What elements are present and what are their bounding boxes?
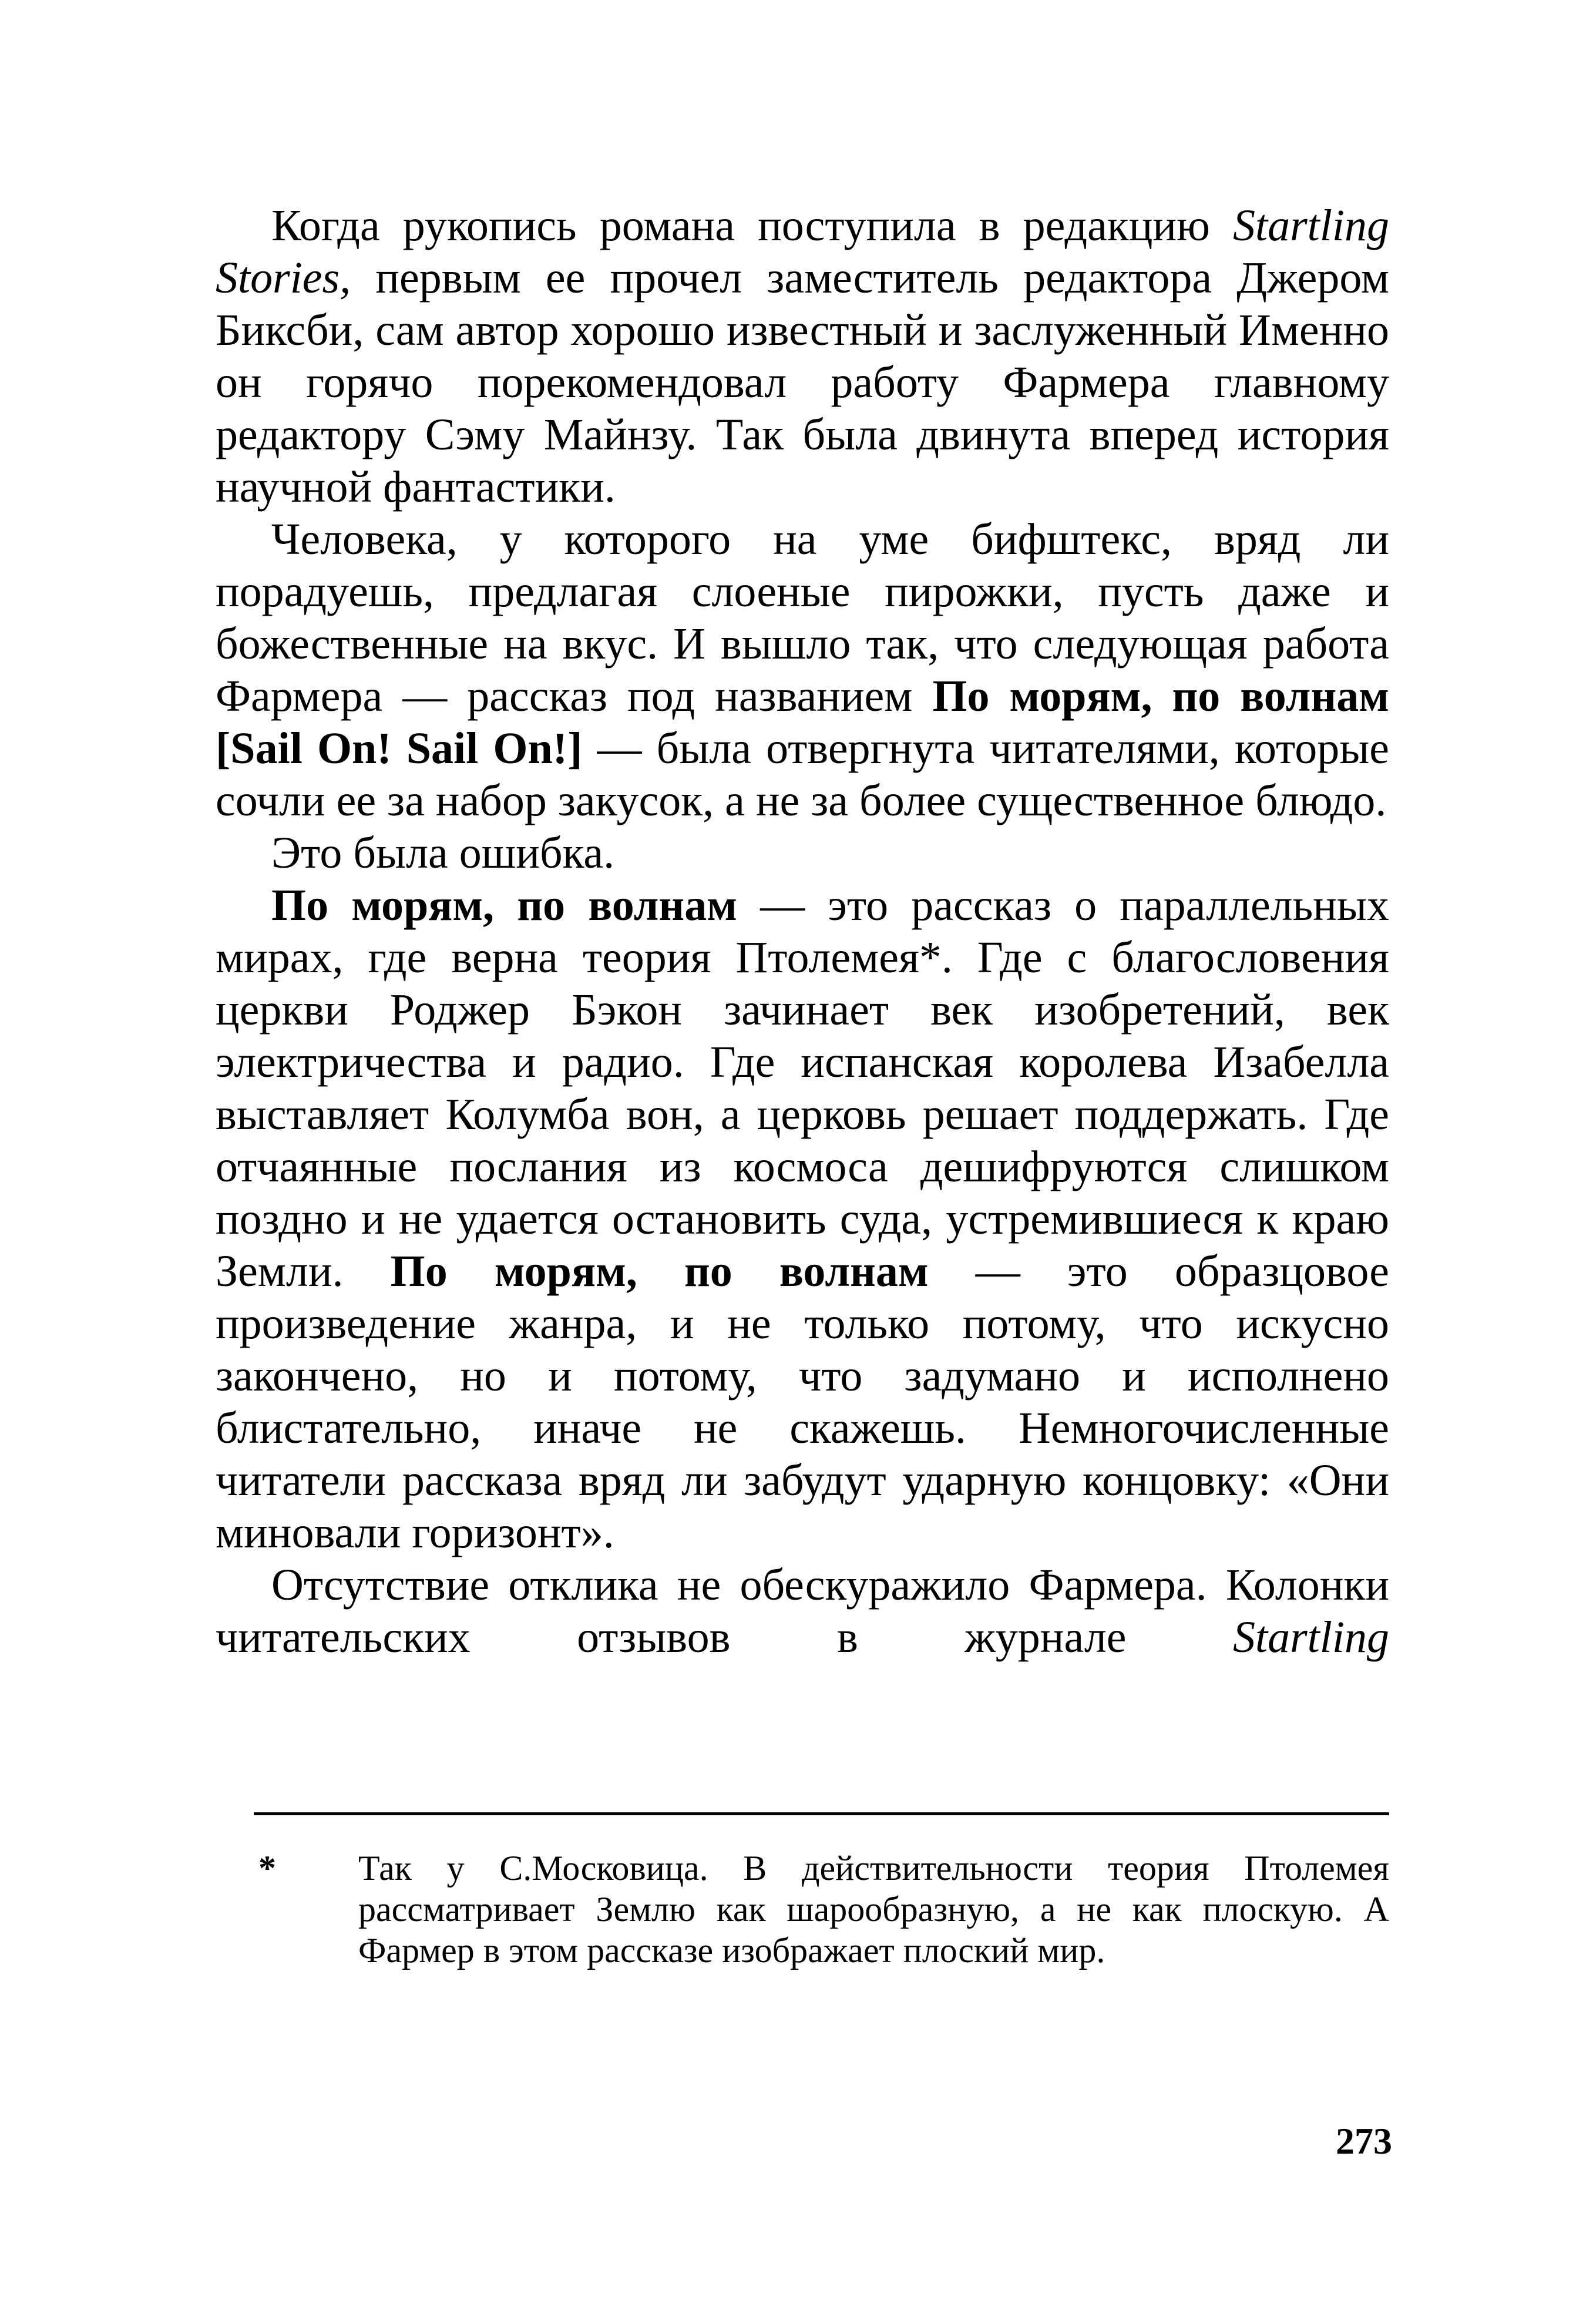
story-title-bold: По морям, по волнам (271, 881, 737, 930)
main-text (216, 200, 1389, 1664)
paragraph-5 (216, 1559, 1389, 1664)
paragraph-3 (216, 827, 1389, 879)
paragraph-1 (216, 200, 1389, 513)
footnote (258, 1848, 1389, 1971)
paragraph-2 (216, 513, 1389, 827)
paragraph-2-text-2: — была отвергнута читателями, которые сочли ее за набор закусок, а не за более существенное блюдо. (216, 724, 1389, 825)
footnote-divider (254, 1812, 1389, 1815)
paragraph-2-text-1: Человека, у которого на уме бифштекс, вряд ли порадуешь, предлагая слоеные пирожки, пусть даже и божественные на вкус. И вышло так, что следующая работа Фармера — рассказ под названием (216, 515, 1389, 721)
footnote-asterisk: * (258, 1849, 276, 1888)
story-title-bold: По морям, по волнам [Sail On! Sail On!] (216, 671, 1389, 773)
paragraph-1-text-1: Когда рукопись романа поступила в редакцию (271, 201, 1233, 250)
page-number: 273 (1336, 2120, 1392, 2162)
paragraph-3-text-1: Это была ошибка. (271, 828, 615, 878)
magazine-title-italic: Startling (1232, 1613, 1389, 1662)
footnote-text: Так у С.Московица. В действительности теория Птолемея рассматривает Землю как шарообразную, а не как плоскую. А Фармер в этом рассказе изображает плоский мир. (358, 1849, 1389, 1970)
paragraph-4 (216, 879, 1389, 1559)
magazine-title-italic: Startling Stories, (216, 201, 1389, 303)
paragraph-5-text-1: Отсутствие отклика не обескуражило Фармера. Колонки читательских отзывов в журнале (216, 1560, 1389, 1662)
story-title-bold: По морям, по волнам (390, 1247, 929, 1296)
paragraph-1-text-2: первым ее прочел заместитель редактора Джером Биксби, сам автор хорошо известный и заслуженный Именно он горячо порекомендовал работу Фармера главному редактору Сэму Майнзу. Так была двинута вперед история научной фантастики. (216, 253, 1389, 512)
paragraph-4-text-1: — это рассказ о параллельных мирах, где верна теория Птолемея*. Где с благословения церкви Роджер Бэкон зачинает век изобретений, век электричества и радио. Где испанская королева Изабелла выставляет Колумба вон, а церковь решает поддержать. Где отчаянные послания из космоса дешифруются слишком поздно и не удается остановить суда, устремившиеся к краю Земли. (216, 881, 1389, 1296)
paragraph-4-text-2: — это образцовое произведение жанра, и не только потому, что искусно закончено, но и потому, что задумано и исполнено блистательно, иначе не скажешь. Немногочисленные читатели рассказа вряд ли забудут ударную концовку: «Они миновали горизонт». (216, 1247, 1390, 1557)
